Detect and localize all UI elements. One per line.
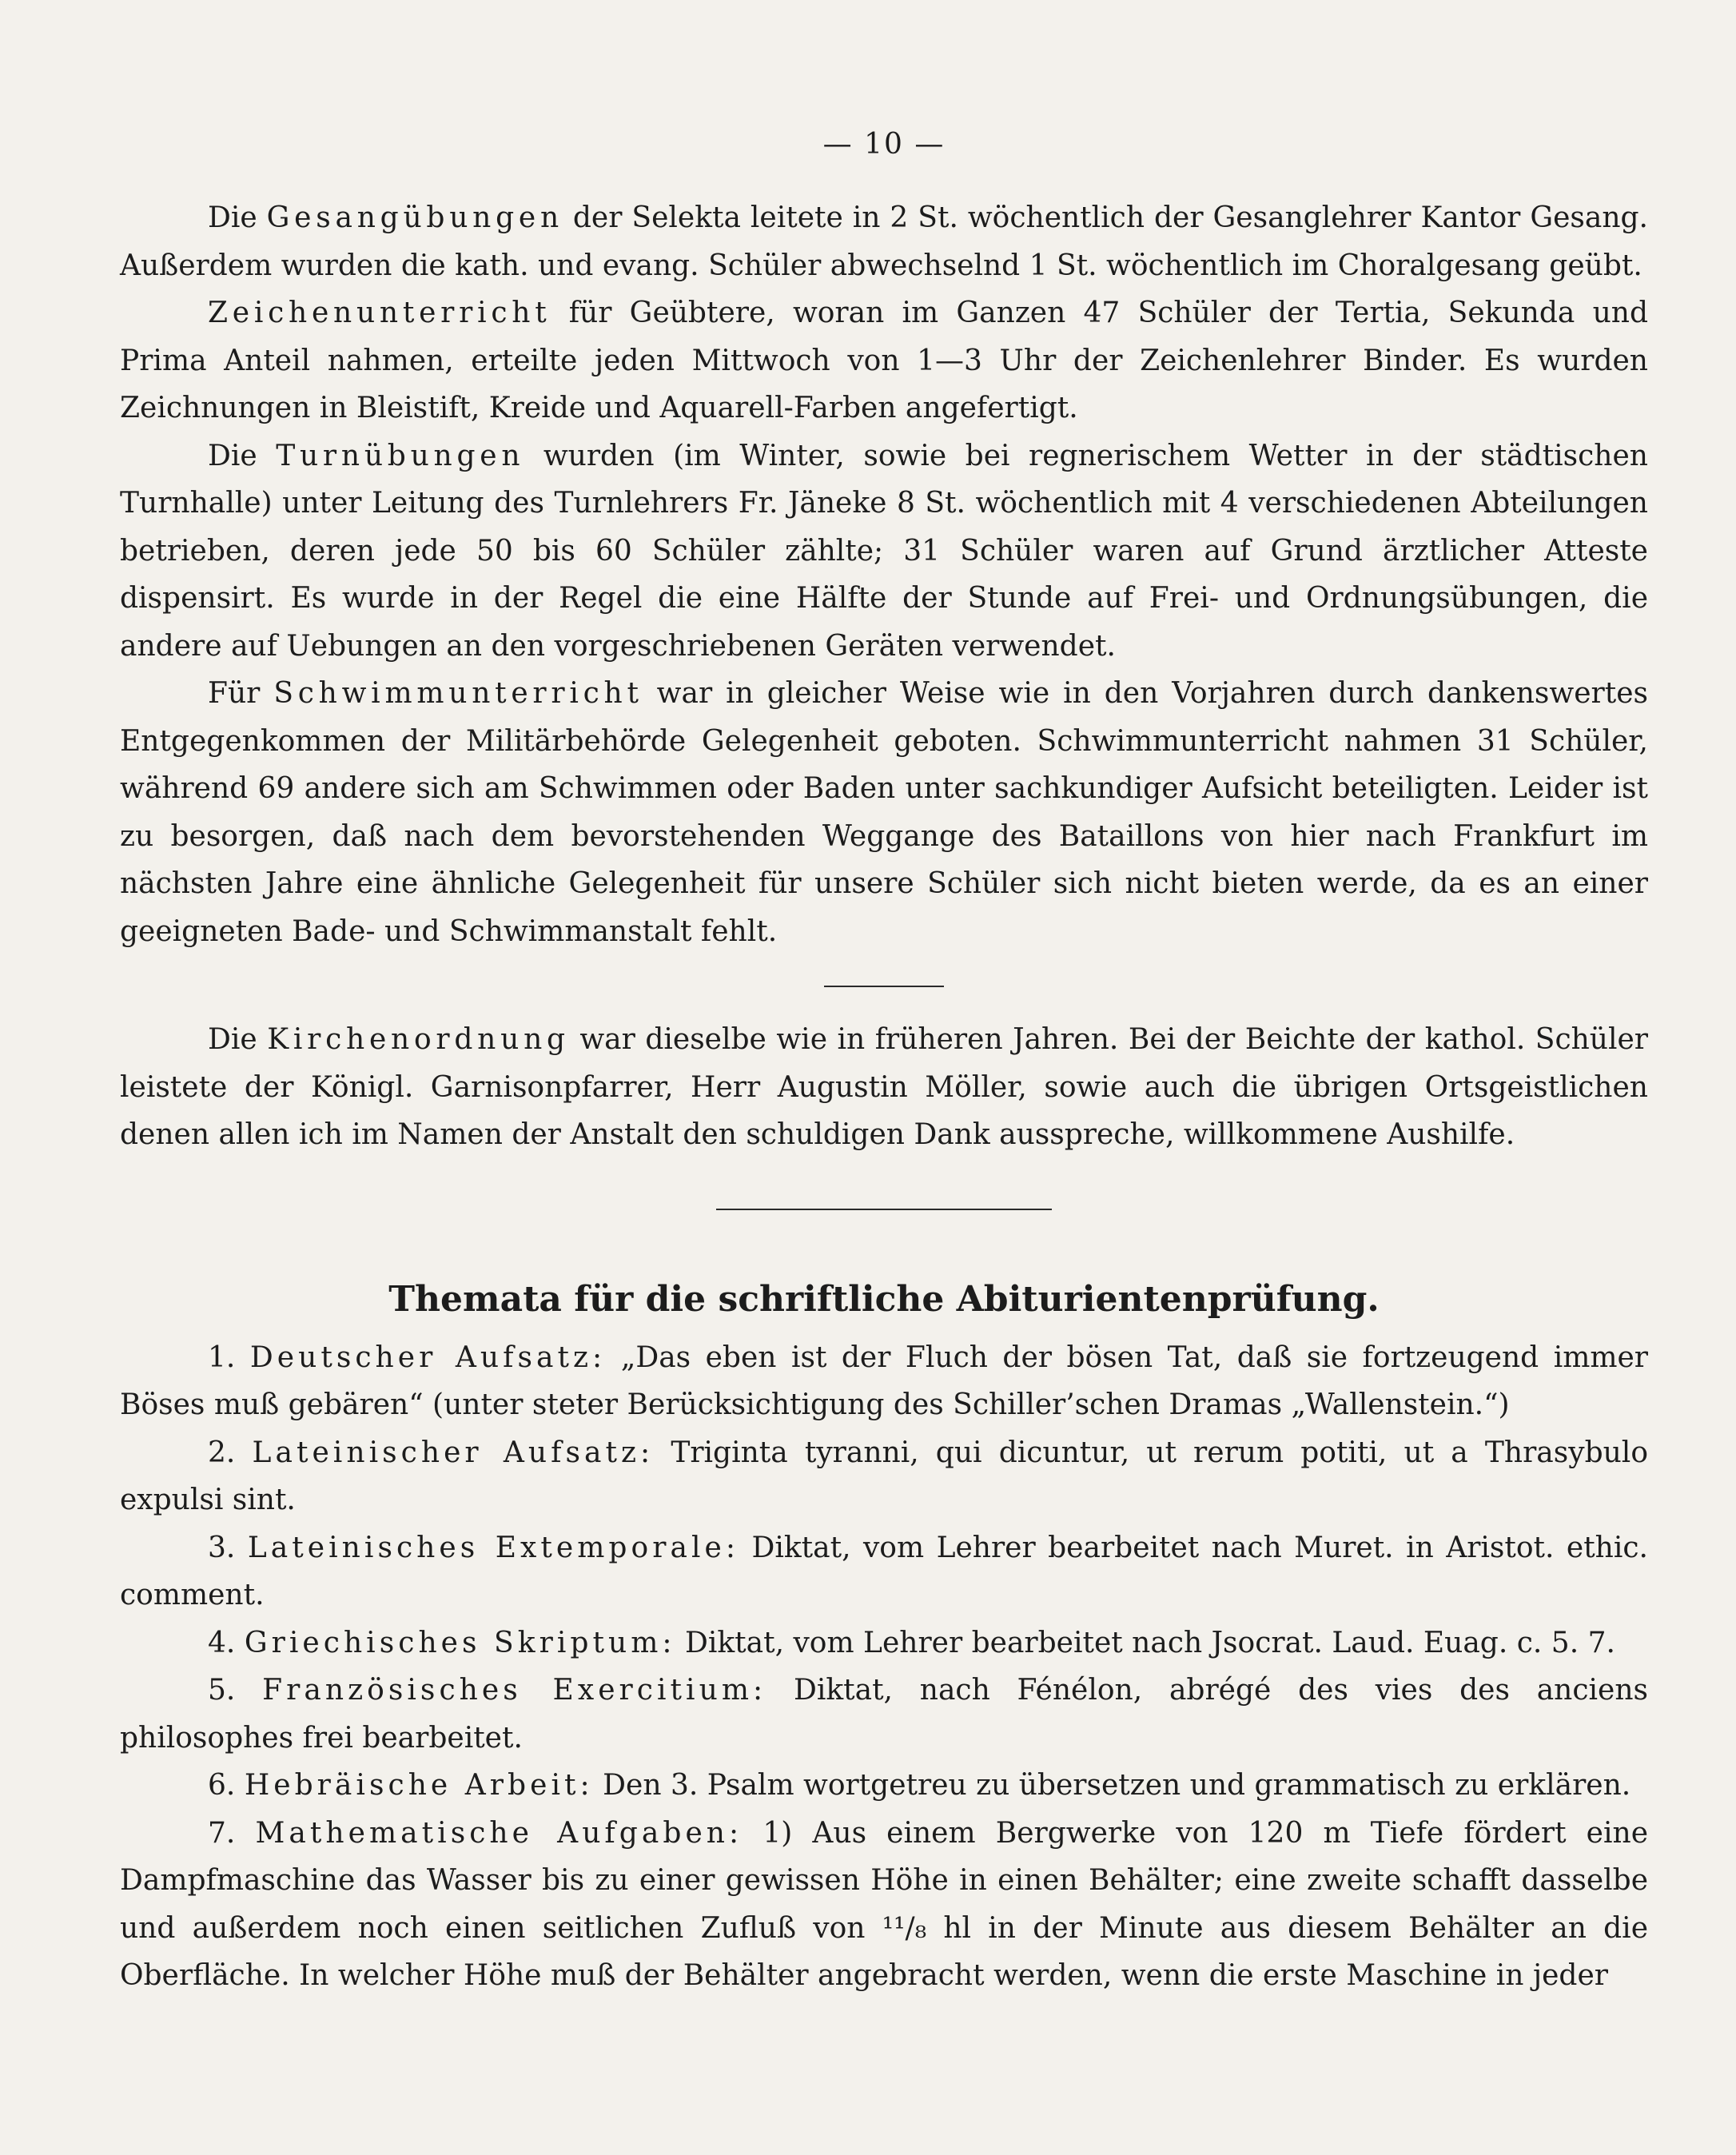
topic-text: „Das eben ist der Fluch der bösen Tat, daß sie fortzeugend immer Böses muß gebären“ (unter steter Berücksichtigung des Schiller’schen Dramas „Wallenstein.“) (120, 1340, 1649, 1421)
topic-number: 5. (208, 1674, 236, 1707)
section-divider (716, 1209, 1052, 1210)
paragraph-schwimmen (120, 670, 1648, 955)
section-heading: Themata für die schriftliche Abiturientenprüfung. (388, 1278, 1380, 1320)
paragraph-lead: Für (208, 677, 274, 710)
topic-number: 3. (208, 1531, 236, 1564)
exam-topic-6 (120, 1762, 1648, 1810)
topic-number: 6. (208, 1769, 236, 1802)
topic-text: Diktat, vom Lehrer bearbeitet nach Muret. in Aristot. ethic. comment. (120, 1531, 1648, 1611)
paragraph-turnen (120, 432, 1648, 671)
topic-label: Hebräische Arbeit: (244, 1769, 594, 1802)
topic-label: Lateinischer Aufsatz: (252, 1436, 655, 1469)
topic-text: Den 3. Psalm wortgetreu zu übersetzen und grammatisch zu erklären. (593, 1769, 1631, 1802)
topic-number: 7. (208, 1816, 236, 1850)
paragraph-emphasis: Kirchenordnung (267, 1023, 570, 1056)
paragraph-text: für Geübtere, woran im Ganzen 47 Schüler der Tertia, Sekunda und Prima Anteil nahmen, erteilte jeden Mittwoch von 1—3 Uhr der Zeichenlehrer Binder. Es wurden Zeichnungen in Bleistift, Kreide und Aquarell-Farben angefertigt. (120, 297, 1648, 424)
topic-label: Deutscher Aufsatz: (249, 1340, 607, 1374)
short-divider (824, 986, 944, 987)
paragraph-text: war in gleicher Weise wie in den Vorjahren durch dankenswertes Entgegenkommen der Militärbehörde Gelegenheit geboten. Schwimmunterricht nahmen 31 Schüler, während 69 andere sich am Schwimmen oder Baden unter sachkundiger Aufsicht beteiligten. Leider ist zu besorgen, daß nach dem bevorstehenden Weggange des Bataillons von hier nach Frankfurt im nächsten Jahre eine ähnliche Gelegenheit für unsere Schüler sich nicht bieten werde, da es an einer geeigneten Bade- und Schwimmanstalt fehlt. (120, 677, 1648, 948)
topic-label: Griechisches Skriptum: (244, 1626, 676, 1659)
paragraph-gesang (120, 194, 1648, 289)
exam-topic-5 (120, 1667, 1648, 1762)
exam-topic-3 (120, 1524, 1648, 1619)
paragraph-emphasis: Turnübungen (276, 439, 525, 472)
paragraph-zeichnen (120, 289, 1648, 432)
topic-label: Mathematische Aufgaben: (255, 1816, 743, 1850)
topic-label: Lateinisches Extemporale: (247, 1531, 740, 1564)
paragraph-lead: Die (208, 439, 277, 472)
topic-text: Diktat, vom Lehrer bearbeitet nach Jsocrat. Laud. Euag. c. 5. 7. (675, 1626, 1615, 1659)
exam-topic-4 (120, 1619, 1648, 1667)
topic-text: Diktat, nach Fénélon, abrégé des vies des anciens philosophes frei bearbeitet. (120, 1674, 1648, 1755)
topic-text: 1) Aus einem Bergwerke von 120 m Tiefe fördert eine Dampfmaschine das Wasser bis zu einer gewissen Höhe in einen Behälter; eine zweite schafft dasselbe und außerdem noch einen seitlichen Zufluß von ¹¹/₈ hl in der Minute aus diesem Behälter an die Oberfläche. In welcher Höhe muß der Behälter angebracht werden, wenn die erste Maschine in jeder (120, 1816, 1648, 1992)
topic-text: Triginta tyranni, qui dicuntur, ut rerum potiti, ut a Thrasybulo expulsi sint. (120, 1436, 1648, 1516)
topic-label: Französisches Exercitium: (262, 1674, 767, 1707)
paragraph-lead: Die (208, 201, 267, 234)
exam-topic-1 (120, 1334, 1648, 1429)
topic-number: 1. (208, 1340, 236, 1374)
paragraph-kirchenordnung (120, 1016, 1648, 1159)
paragraph-text: der Selekta leitete in 2 St. wöchentlich der Gesanglehrer Kantor Gesang. Außerdem wurden die kath. und evang. Schüler abwechselnd 1 St. wöchentlich im Choralgesang geübt. (120, 201, 1649, 282)
paragraph-text: war dieselbe wie in früheren Jahren. Bei der Beichte der kathol. Schüler leistete der Königl. Garnisonpfarrer, Herr Augustin Möller, sowie auch die übrigen Ortsgeistlichen denen allen ich im Namen der Anstalt den schuldigen Dank ausspreche, willkommene Aushilfe. (120, 1023, 1649, 1151)
paragraph-text: wurden (im Winter, sowie bei regnerischem Wetter in der städtischen Turnhalle) unter Leitung des Turnlehrers Fr. Jäneke 8 St. wöchentlich mit 4 verschiedenen Abteilungen betrieben, deren jede 50 bis 60 Schüler zählte; 31 Schüler waren auf Grund ärztlicher Atteste dispensirt. Es wurde in der Regel die eine Hälfte der Stunde auf Frei- und Ordnungsübungen, die andere auf Uebungen an den vorgeschriebenen Geräten verwendet. (120, 439, 1648, 663)
topic-number: 4. (208, 1626, 236, 1659)
paragraph-emphasis: Schwimmunterricht (273, 677, 643, 710)
topic-number: 2. (208, 1436, 236, 1469)
paragraph-lead: Die (208, 1023, 268, 1056)
paragraph-emphasis: Zeichenunterricht (208, 297, 551, 329)
page-number: — 10 — (822, 128, 946, 161)
exam-topic-7 (120, 1810, 1648, 2000)
exam-topic-2 (120, 1429, 1648, 1524)
paragraph-emphasis: Gesangübungen (266, 201, 563, 234)
